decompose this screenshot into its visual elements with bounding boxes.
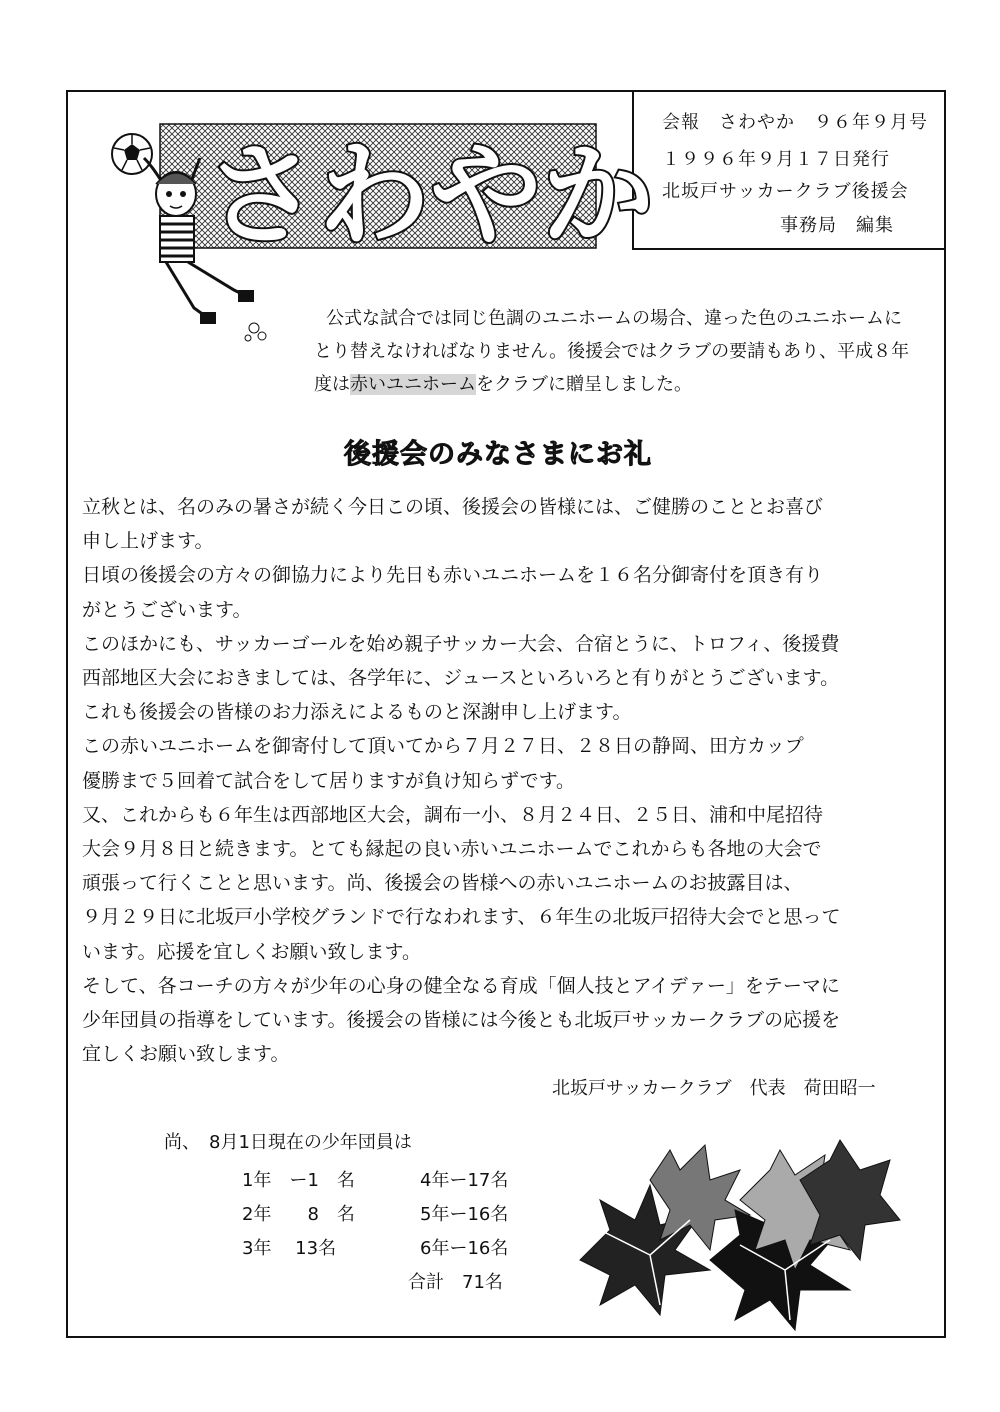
body-line: 又、これからも６年生は西部地区大会，調布一小、８月２４日、２５日、浦和中尾招待	[82, 803, 824, 826]
member-total: 合計 71名	[408, 1272, 503, 1293]
autumn-leaves-icon	[540, 1140, 900, 1340]
editor-line: 事務局 編集	[780, 215, 894, 236]
body-line: このほかにも、サッカーゴールを始め親子サッカー大会、合宿とうに、トロフィ、後援費	[82, 632, 840, 655]
body-line: そして、各コーチの方々が少年の心身の健全なる育成「個人技とアイデァー」をテーマに	[82, 974, 840, 997]
body-line: 申し上げます。	[82, 530, 214, 553]
body-line: 西部地区大会におきましては、各学年に、ジュースといろいろと有りがとうございます。	[82, 667, 840, 690]
issue-line: 会報 さわやか ９６年９月号	[662, 112, 928, 133]
publish-date-line: １９９６年９月１７日発行	[662, 149, 890, 170]
body-line: がとうございます。	[82, 598, 252, 621]
intro-line-text: をクラブに贈呈しました。	[476, 374, 692, 395]
member-count-cell: 1年 ー1 名	[242, 1170, 355, 1191]
body-line: 頑張って行くことと思います。尚、後援会の皆様への赤いユニホームのお披露目は、	[82, 872, 803, 895]
member-count-cell: 3年 13名	[242, 1238, 337, 1259]
body-line: 少年団員の指導をしています。後援会の皆様には今後とも北坂戸サッカークラブの応援を	[82, 1009, 841, 1032]
goalkeeper-boy-icon	[104, 118, 274, 348]
intro-line-text: 度は	[314, 374, 350, 395]
body-line: います。応援を宜しくお願い致します。	[82, 940, 421, 963]
body-line: 優勝まで５回着て試合をして居りますが負け知らずです。	[82, 769, 576, 792]
intro-line: 公式な試合では同じ色調のユニホームの場合、違った色のユニホームに	[326, 308, 902, 329]
logo-title: さわやか	[206, 131, 654, 261]
publisher-line: 北坂戸サッカークラブ後援会	[662, 181, 909, 202]
body-line: ９月２９日に北坂戸小学校グランドで行なわれます、６年生の北坂戸招待大会でと思って	[82, 906, 841, 929]
body-line: 立秋とは、名のみの暑さが続く今日この頃、後援会の皆様には、ご健勝のこととお喜び	[82, 496, 824, 518]
body-line: この赤いユニホームを御寄付して頂いてから７月２７日、２８日の静岡、田方カップ	[82, 735, 804, 758]
highlighted-phrase: 赤いユニホーム	[350, 374, 476, 395]
article-heading: 後援会のみなさまにお礼	[344, 439, 652, 470]
body-line: 大会９月８日と続きます。とても縁起の良い赤いユニホームでこれからも各地の大会で	[82, 838, 822, 861]
intro-paragraph	[314, 302, 934, 401]
intro-line: とり替えなければなりません。後援会ではクラブの要請もあり、平成８年	[314, 341, 910, 362]
body-line: これも後援会の皆様のお力添えによるものと深謝申し上げます。	[82, 701, 632, 724]
member-count-cell: 4年ー17名	[420, 1170, 509, 1191]
body-line: 日頃の後援会の方々の御協力により先日も赤いユニホームを１６名分御寄付を頂き有り	[82, 564, 824, 587]
intro-line	[314, 368, 934, 401]
member-count-cell: 2年 8 名	[242, 1204, 355, 1225]
member-count-title: 尚、 8月1日現在の少年団員は	[164, 1132, 412, 1153]
member-count-cell: 6年ー16名	[420, 1238, 509, 1259]
body-line: 宜しくお願い致します。	[82, 1043, 290, 1066]
article-body	[82, 490, 942, 1071]
member-count-cell: 5年ー16名	[420, 1204, 509, 1225]
signature: 北坂戸サッカークラブ 代表 荷田昭一	[552, 1078, 876, 1099]
